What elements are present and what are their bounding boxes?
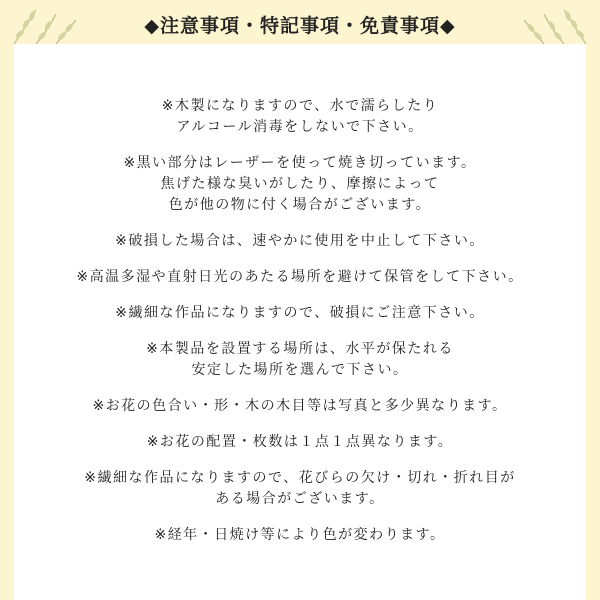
note-line: アルコール消毒をしないで下さい。 bbox=[176, 119, 424, 135]
page-title: ◆注意事項・特記事項・免責事項◆ bbox=[144, 15, 456, 37]
note-item bbox=[14, 468, 586, 510]
note-line: 安定した場所を選んで下さい。 bbox=[191, 362, 409, 378]
note-item bbox=[14, 231, 586, 252]
note-line: ある場合がございます。 bbox=[215, 491, 385, 507]
note-line: ※繊細な作品になりますので、破損にご注意下さい。 bbox=[115, 305, 485, 321]
note-item bbox=[14, 339, 586, 381]
note-line: ※経年・日焼け等により色が変わります。 bbox=[154, 527, 446, 543]
note-item bbox=[14, 396, 586, 417]
note-item bbox=[14, 303, 586, 324]
note-item bbox=[14, 525, 586, 546]
note-item bbox=[14, 96, 586, 138]
note-item bbox=[14, 432, 586, 453]
note-line: 焦げた様な臭いがしたり、摩擦によって bbox=[160, 176, 440, 192]
note-line: ※黒い部分はレーザーを使って焼き切っています。 bbox=[123, 155, 477, 171]
note-item bbox=[14, 267, 586, 288]
note-line: 色が他の物に付く場合がございます。 bbox=[168, 197, 432, 213]
note-line: ※破損した場合は、速やかに使用を中止して下さい。 bbox=[115, 233, 485, 249]
note-line: ※お花の色合い・形・木の木目等は写真と多少異なります。 bbox=[92, 398, 508, 414]
header bbox=[0, 0, 600, 40]
notes-list bbox=[14, 96, 586, 561]
note-line: ※木製になりますので、水で濡らしたり bbox=[161, 98, 439, 114]
leaf-sprig-icon bbox=[514, 6, 594, 46]
note-line: ※高温多湿や直射日光のあたる場所を避けて保管をして下さい。 bbox=[76, 269, 524, 285]
notes-panel bbox=[14, 44, 586, 600]
note-line: ※お花の配置・枚数は１点１点異なります。 bbox=[146, 434, 454, 450]
note-item bbox=[14, 153, 586, 216]
note-line: ※本製品を設置する場所は、水平が保たれる bbox=[146, 341, 454, 357]
note-line: ※繊細な作品になりますので、花びらの欠け・切れ・折れ目が bbox=[84, 470, 516, 486]
